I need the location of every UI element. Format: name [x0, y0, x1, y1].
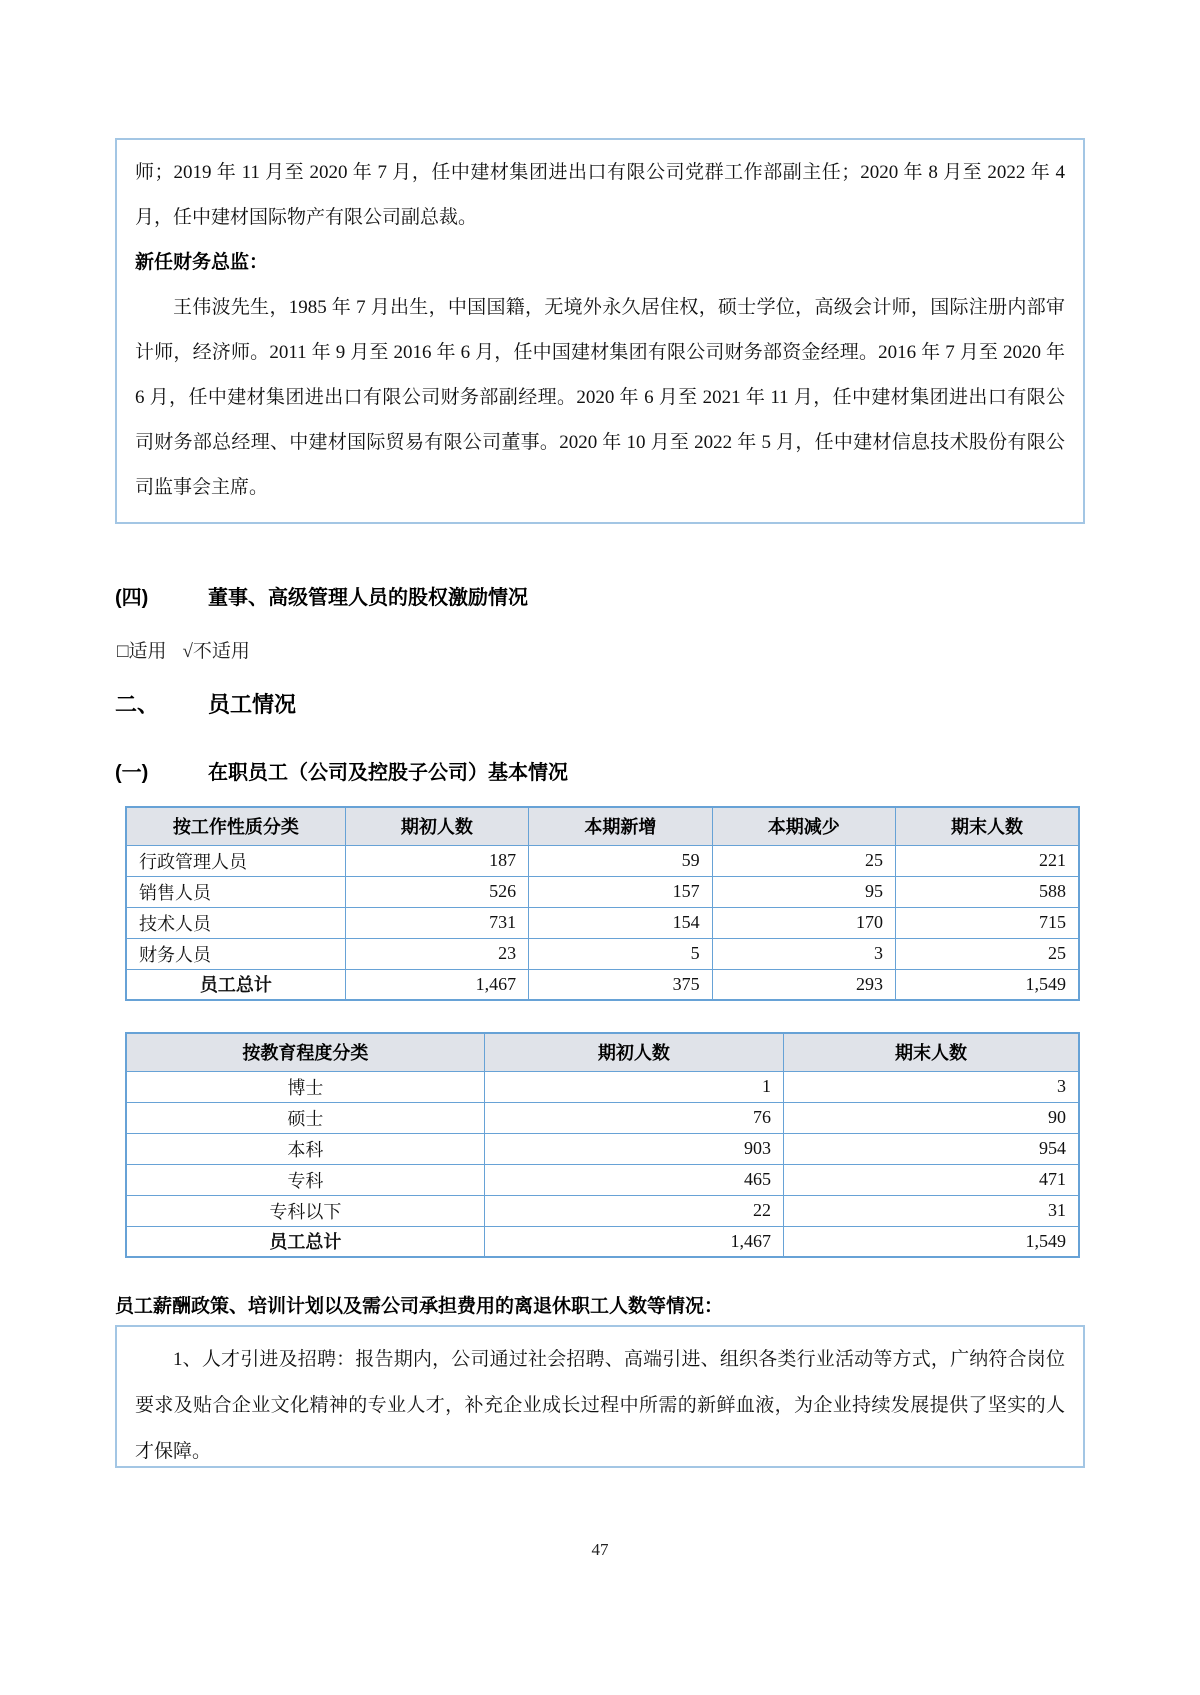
table-row	[126, 907, 1079, 938]
table-header-row	[126, 1033, 1079, 1071]
table-cell: 22	[484, 1195, 783, 1226]
table-cell: 硕士	[126, 1102, 484, 1133]
table-row	[126, 1164, 1079, 1195]
table-cell: 1,549	[784, 1226, 1079, 1257]
table-header-cell: 本期减少	[712, 807, 895, 845]
table-row	[126, 876, 1079, 907]
bio-text-box	[115, 138, 1085, 524]
policy-paragraph: 1、人才引进及招聘：报告期内，公司通过社会招聘、高端引进、组织各类行业活动等方式，广纳符合岗位要求及贴合企业文化精神的专业人才，补充企业成长过程中所需的新鲜血液，为企业持续发展提供了坚实的人才保障。	[135, 1349, 1065, 1462]
table-cell: 本科	[126, 1133, 484, 1164]
table-cell: 903	[484, 1133, 783, 1164]
table-cell: 76	[484, 1102, 783, 1133]
table-cell: 954	[784, 1133, 1079, 1164]
table-cell: 23	[345, 938, 528, 969]
employees-by-job-table	[125, 806, 1080, 1001]
section-number: (一)	[115, 762, 149, 784]
table-cell: 5	[529, 938, 712, 969]
table-cell: 157	[529, 876, 712, 907]
table-cell: 31	[784, 1195, 1079, 1226]
table-cell: 465	[484, 1164, 783, 1195]
employees-by-education-table	[125, 1032, 1080, 1258]
table-header-cell: 本期新增	[529, 807, 712, 845]
table-cell: 博士	[126, 1071, 484, 1102]
table-header-cell: 期初人数	[484, 1033, 783, 1071]
applicability-line	[117, 636, 250, 663]
table-cell: 1,467	[484, 1226, 783, 1257]
table-cell: 3	[784, 1071, 1079, 1102]
table-cell: 1,467	[345, 969, 528, 1000]
checkbox-applicable-label: □适用	[117, 641, 167, 662]
table-header-cell: 按教育程度分类	[126, 1033, 484, 1071]
table-header-cell: 期末人数	[784, 1033, 1079, 1071]
bio-paragraph-continued: 师；2019 年 11 月至 2020 年 7 月，任中建材集团进出口有限公司党群工作部副主任；2020 年 8 月至 2022 年 4 月，任中建材国际物产有限公司副总裁。	[135, 162, 1065, 228]
table-row	[126, 1133, 1079, 1164]
table-cell: 员工总计	[126, 969, 345, 1000]
table-cell: 专科以下	[126, 1195, 484, 1226]
table-cell: 715	[896, 907, 1080, 938]
table-cell: 技术人员	[126, 907, 345, 938]
table-cell: 90	[784, 1102, 1079, 1133]
table-header-cell: 期末人数	[896, 807, 1080, 845]
table-cell: 25	[896, 938, 1080, 969]
policy-text-box	[115, 1325, 1085, 1468]
table-cell: 专科	[126, 1164, 484, 1195]
cfo-bio-paragraph: 王伟波先生，1985 年 7 月出生，中国国籍，无境外永久居住权，硕士学位，高级会计师，国际注册内部审计师，经济师。2011 年 9 月至 2016 年 6 月，任中国建材集团有限公司财务部资金经理。2016 年 7 月至 2020 年 6 月，任中建材集团进出口有限公司财务部副经理。2020 年 6 月至 2021 年 11 月，任中建材集团进出口有限公司财务部总经理、中建材国际贸易有限公司董事。2020 年 10 月至 2022 年 5 月，任中建材信息技术股份有限公司监事会主席。	[135, 297, 1065, 498]
table-cell: 25	[712, 845, 895, 876]
section-title: 员工情况	[208, 692, 297, 717]
table-total-row	[126, 1226, 1079, 1257]
table-cell: 293	[712, 969, 895, 1000]
table-cell: 221	[896, 845, 1080, 876]
table-cell: 471	[784, 1164, 1079, 1195]
section-heading-employees-basic	[115, 756, 568, 785]
table-row	[126, 1195, 1079, 1226]
section-title: 在职员工（公司及控股子公司）基本情况	[208, 762, 568, 784]
checkbox-not-applicable-label: √不适用	[182, 641, 250, 662]
section-heading-equity-incentive	[115, 581, 528, 610]
table-row	[126, 1071, 1079, 1102]
table-row	[126, 938, 1079, 969]
table-cell: 59	[529, 845, 712, 876]
table-cell: 526	[345, 876, 528, 907]
section-number: 二、	[115, 692, 160, 717]
table-cell: 行政管理人员	[126, 845, 345, 876]
new-cfo-subheading: 新任财务总监：	[135, 252, 269, 273]
policy-heading: 员工薪酬政策、培训计划以及需公司承担费用的离退休职工人数等情况：	[115, 1296, 724, 1317]
table-row	[126, 1102, 1079, 1133]
section-heading-employees	[115, 688, 296, 719]
table-total-row	[126, 969, 1079, 1000]
table-cell: 95	[712, 876, 895, 907]
table-header-cell: 按工作性质分类	[126, 807, 345, 845]
table-cell: 731	[345, 907, 528, 938]
table-cell: 375	[529, 969, 712, 1000]
table-header-row	[126, 807, 1079, 845]
table-cell: 588	[896, 876, 1080, 907]
table-cell: 销售人员	[126, 876, 345, 907]
section-number: (四)	[115, 587, 149, 609]
table-cell: 1,549	[896, 969, 1080, 1000]
table-cell: 187	[345, 845, 528, 876]
table-cell: 170	[712, 907, 895, 938]
section-title: 董事、高级管理人员的股权激励情况	[208, 587, 528, 609]
table-cell: 154	[529, 907, 712, 938]
page-number: 47	[591, 1540, 609, 1559]
table-cell: 员工总计	[126, 1226, 484, 1257]
table-header-cell: 期初人数	[345, 807, 528, 845]
table-cell: 3	[712, 938, 895, 969]
table-cell: 1	[484, 1071, 783, 1102]
table-cell: 财务人员	[126, 938, 345, 969]
table-row	[126, 845, 1079, 876]
